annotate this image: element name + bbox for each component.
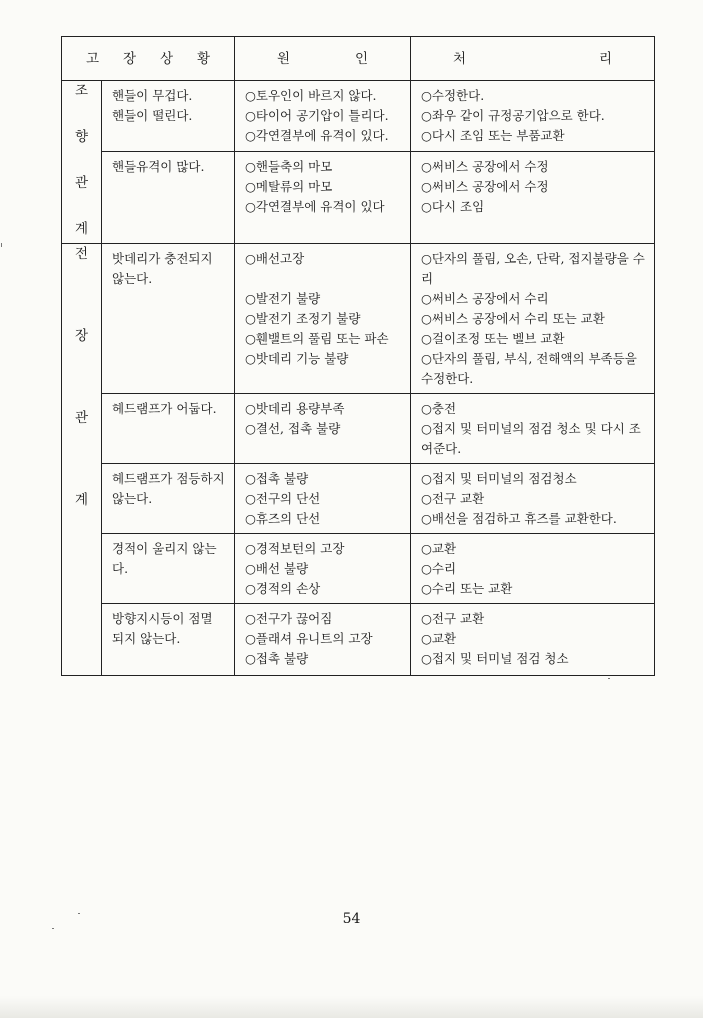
cause-cell: ○접촉 불량 ○전구의 단선 ○휴즈의 단선	[235, 464, 411, 534]
cause-cell: ○토우인이 바르지 않다. ○타이어 공기압이 틀리다. ○각연결부에 유격이 있다.	[235, 81, 411, 152]
table-row	[62, 394, 655, 464]
table-row	[62, 244, 655, 394]
table-header-row	[62, 37, 655, 81]
symptom-cell: 핸들유격이 많다.	[102, 152, 235, 244]
header-action: 처 리	[411, 37, 655, 81]
symptom-cell: 핸들이 무겁다. 핸들이 떨린다.	[102, 81, 235, 152]
header-symptom: 고 장 상 황	[62, 37, 235, 81]
cause-cell: ○핸들축의 마모 ○메탈류의 마모 ○각연결부에 유격이 있다	[235, 152, 411, 244]
scan-speck	[1, 243, 2, 247]
symptom-cell: 밧데리가 충전되지 않는다.	[102, 244, 235, 394]
cause-cell: ○전구가 끊어짐 ○플래셔 유니트의 고장 ○접촉 불량	[235, 604, 411, 676]
header-cause: 원 인	[235, 37, 411, 81]
category-steering: 조 향 관 계	[62, 81, 102, 244]
symptom-cell: 헤드램프가 점등하지 않는다.	[102, 464, 235, 534]
cause-cell: ○경적보턴의 고장 ○배선 불량 ○경적의 손상	[235, 534, 411, 604]
action-cell: ○써비스 공장에서 수정 ○써비스 공장에서 수정 ○다시 조임	[411, 152, 655, 244]
action-cell: ○수정한다. ○좌우 같이 규정공기압으로 한다. ○다시 조임 또는 부품교환	[411, 81, 655, 152]
scan-speck	[78, 913, 80, 914]
action-cell: ○교환 ○수리 ○수리 또는 교환	[411, 534, 655, 604]
table-row	[62, 604, 655, 676]
action-cell: ○전구 교환 ○교환 ○접지 및 터미널 점검 청소	[411, 604, 655, 676]
cause-cell: ○배선고장 ○발전기 불량 ○발전기 조정기 불량 ○휀밸트의 풀림 또는 파손 ○밧데리 기능 불량	[235, 244, 411, 394]
page-bottom-edge	[0, 996, 703, 1018]
action-cell: ○충전 ○접지 및 터미널의 점검 청소 및 다시 조여준다.	[411, 394, 655, 464]
symptom-cell: 경적이 울리지 않는다.	[102, 534, 235, 604]
action-cell: ○단자의 풀림, 오손, 단락, 접지불량을 수리 ○써비스 공장에서 수리 ○써비스 공장에서 수리 또는 교환 ○걸이조정 또는 벨브 교환 ○단자의 풀림, 부식, 전해액의 부족등을 수정한다.	[411, 244, 655, 394]
action-cell: ○접지 및 터미널의 점검청소 ○전구 교환 ○배선을 점검하고 휴즈를 교환한다.	[411, 464, 655, 534]
symptom-cell: 방향지시등이 점멸 되지 않는다.	[102, 604, 235, 676]
table-row	[62, 81, 655, 152]
category-electrical: 전 장 관 계	[62, 244, 102, 676]
troubleshooting-table	[61, 36, 655, 676]
table-row	[62, 464, 655, 534]
scan-speck	[608, 678, 610, 679]
scan-speck	[52, 928, 54, 929]
symptom-cell: 헤드램프가 어둡다.	[102, 394, 235, 464]
table-row	[62, 152, 655, 244]
table-row	[62, 534, 655, 604]
page-number: 54	[342, 911, 361, 927]
cause-cell: ○밧데리 용량부족 ○결선, 접촉 불량	[235, 394, 411, 464]
